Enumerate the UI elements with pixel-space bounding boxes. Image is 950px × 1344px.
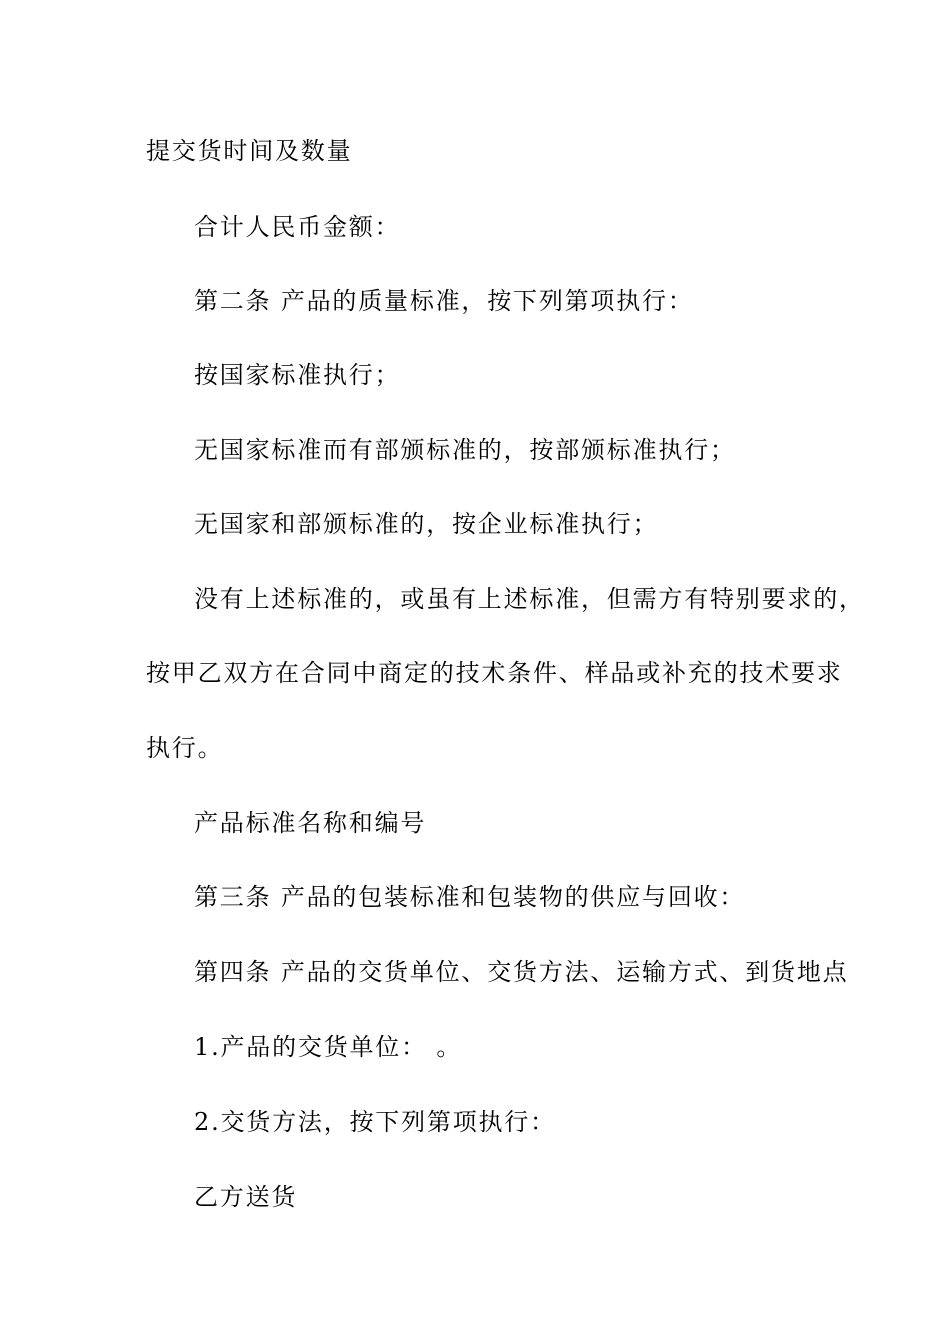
text-line-national-standard: 按国家标准执行； — [194, 361, 401, 389]
text-line-enterprise-standard: 无国家和部颁标准的，按企业标准执行； — [194, 510, 659, 538]
text-line-article-four: 第四条 产品的交货单位、交货方法、运输方式、到货地点 — [194, 958, 849, 986]
text-line-submission-time: 提交货时间及数量 — [146, 137, 353, 165]
text-line-article-two: 第二条 产品的质量标准，按下列第项执行： — [194, 287, 694, 315]
text-line-ministry-standard: 无国家标准而有部颁标准的，按部颁标准执行； — [194, 436, 736, 464]
text-line-special-requirements: 没有上述标准的，或虽有上述标准，但需方有特别要求的， — [194, 585, 865, 613]
text-line-delivery-method: 2.交货方法，按下列第项执行： — [194, 1108, 556, 1136]
text-line-delivery-unit: 1.产品的交货单位： 。 — [194, 1033, 463, 1061]
text-line-technical-conditions: 按甲乙双方在合同中商定的技术条件、样品或补充的技术要求 — [146, 659, 843, 687]
text-line-supplier-delivery: 乙方送货 — [194, 1183, 298, 1211]
text-line-article-three: 第三条 产品的包装标准和包装物的供应与回收： — [194, 883, 746, 911]
text-line-standard-name: 产品标准名称和编号 — [194, 809, 427, 837]
text-line-execute: 执行。 — [146, 734, 224, 762]
text-line-total-amount: 合计人民币金额： — [194, 213, 401, 241]
